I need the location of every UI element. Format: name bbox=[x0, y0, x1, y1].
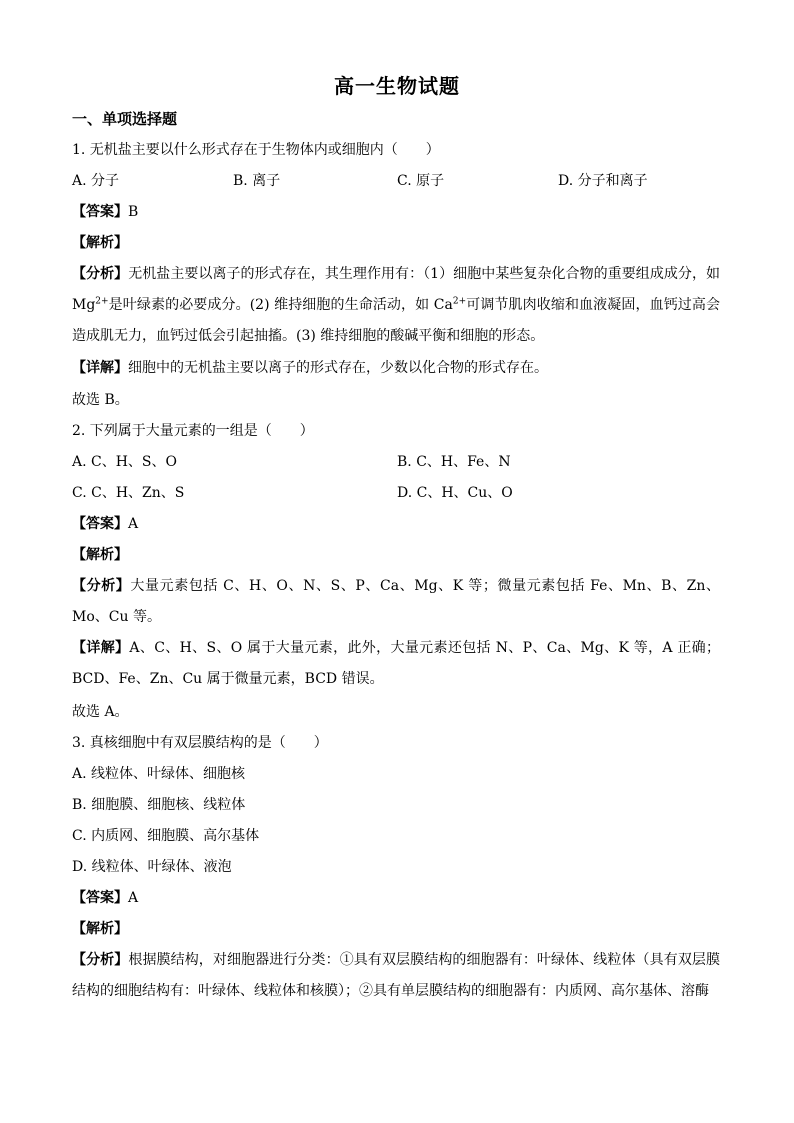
q3-stem: 3. 真核细胞中有双层膜结构的是（ ） bbox=[72, 735, 328, 751]
fenxi-text-b: 是叶绿素的必要成分。(2) 维持细胞的生命活动，如 Ca bbox=[108, 297, 453, 313]
q3-option-a: A. 线粒体、叶绿体、细胞核 bbox=[72, 766, 246, 782]
q2-option-b: B. C、H、Fe、N bbox=[397, 454, 511, 470]
q2-stem: 2. 下列属于大量元素的一组是（ ） bbox=[72, 423, 314, 439]
fenxi-tag: 【分析】 bbox=[72, 578, 131, 594]
fenxi-text-c: 可调节肌肉收缩和血液凝固，血钙过高会造成肌无力，血钙过低会引起抽搐。(3) 维持细胞的酸碱平衡和细胞的形态。 bbox=[72, 297, 721, 344]
q2-fenxi-paragraph bbox=[72, 571, 720, 633]
q2-option-c: C. C、H、Zn、S bbox=[72, 485, 185, 501]
detail-tag: 【详解】 bbox=[72, 360, 128, 376]
q2-option-d: D. C、H、Cu、O bbox=[397, 485, 513, 501]
fenxi-text: 根据膜结构，对细胞器进行分类：①具有双层膜结构的细胞器有：叶绿体、线粒体（具有双层膜结构的细胞结构有：叶绿体、线粒体和核膜）；②具有单层膜结构的细胞器有：内质网、高尔基体、溶酶 bbox=[72, 952, 721, 999]
q3-fenxi-paragraph bbox=[72, 945, 720, 1007]
answer-value: A bbox=[128, 516, 139, 532]
q1-conclusion: 故选 B。 bbox=[72, 392, 129, 408]
q2-conclusion: 故选 A。 bbox=[72, 704, 129, 720]
detail-text: 细胞中的无机盐主要以离子的形式存在，少数以化合物的形式存在。 bbox=[128, 360, 548, 376]
q3-answer bbox=[72, 888, 138, 908]
page-title: 高一生物试题 bbox=[334, 74, 460, 98]
q2-detail-paragraph bbox=[72, 633, 720, 695]
q1-analysis-label: 【解析】 bbox=[72, 235, 128, 251]
answer-value: A bbox=[128, 890, 139, 906]
fenxi-text-a: 无机盐主要以离子的形式存在，其生理作用有：（1）细胞中某些复杂化合物的重要组成成分，如 Mg bbox=[72, 266, 721, 313]
fenxi-text: 大量元素包括 C、H、O、N、S、P、Ca、Mg、K 等；微量元素包括 Fe、Mn、B、Zn、Mo、Cu 等。 bbox=[72, 578, 720, 625]
ion-charge-ca: 2+ bbox=[452, 296, 467, 307]
q1-option-c: C. 原子 bbox=[397, 173, 445, 189]
detail-tag: 【详解】 bbox=[72, 640, 130, 656]
q1-option-b: B. 离子 bbox=[233, 173, 281, 189]
answer-value: B bbox=[128, 204, 139, 220]
answer-tag: 【答案】 bbox=[72, 890, 128, 906]
q2-analysis-label: 【解析】 bbox=[72, 547, 128, 563]
detail-text: A、C、H、S、O 属于大量元素，此外，大量元素还包括 N、P、Ca、Mg、K 等，A 正确；BCD、Fe、Zn、Cu 属于微量元素，BCD 错误。 bbox=[72, 640, 721, 687]
q3-option-b: B. 细胞膜、细胞核、线粒体 bbox=[72, 797, 246, 813]
q1-stem: 1. 无机盐主要以什么形式存在于生物体内或细胞内（ ） bbox=[72, 142, 440, 158]
q1-option-a: A. 分子 bbox=[72, 173, 120, 189]
q2-answer bbox=[72, 514, 138, 534]
answer-tag: 【答案】 bbox=[72, 204, 128, 220]
fenxi-tag: 【分析】 bbox=[72, 266, 129, 282]
section-heading: 一、单项选择题 bbox=[72, 110, 178, 128]
q1-option-d: D. 分子和离子 bbox=[558, 173, 648, 189]
q2-option-a: A. C、H、S、O bbox=[72, 454, 177, 470]
q1-detail bbox=[72, 358, 548, 378]
q3-analysis-label: 【解析】 bbox=[72, 921, 128, 937]
q3-option-c: C. 内质网、细胞膜、高尔基体 bbox=[72, 828, 260, 844]
q1-fenxi-paragraph bbox=[72, 259, 720, 352]
fenxi-tag: 【分析】 bbox=[72, 952, 129, 968]
answer-tag: 【答案】 bbox=[72, 516, 128, 532]
q1-answer bbox=[72, 202, 138, 222]
q3-option-d: D. 线粒体、叶绿体、液泡 bbox=[72, 859, 232, 875]
ion-charge-mg: 2+ bbox=[95, 296, 109, 307]
